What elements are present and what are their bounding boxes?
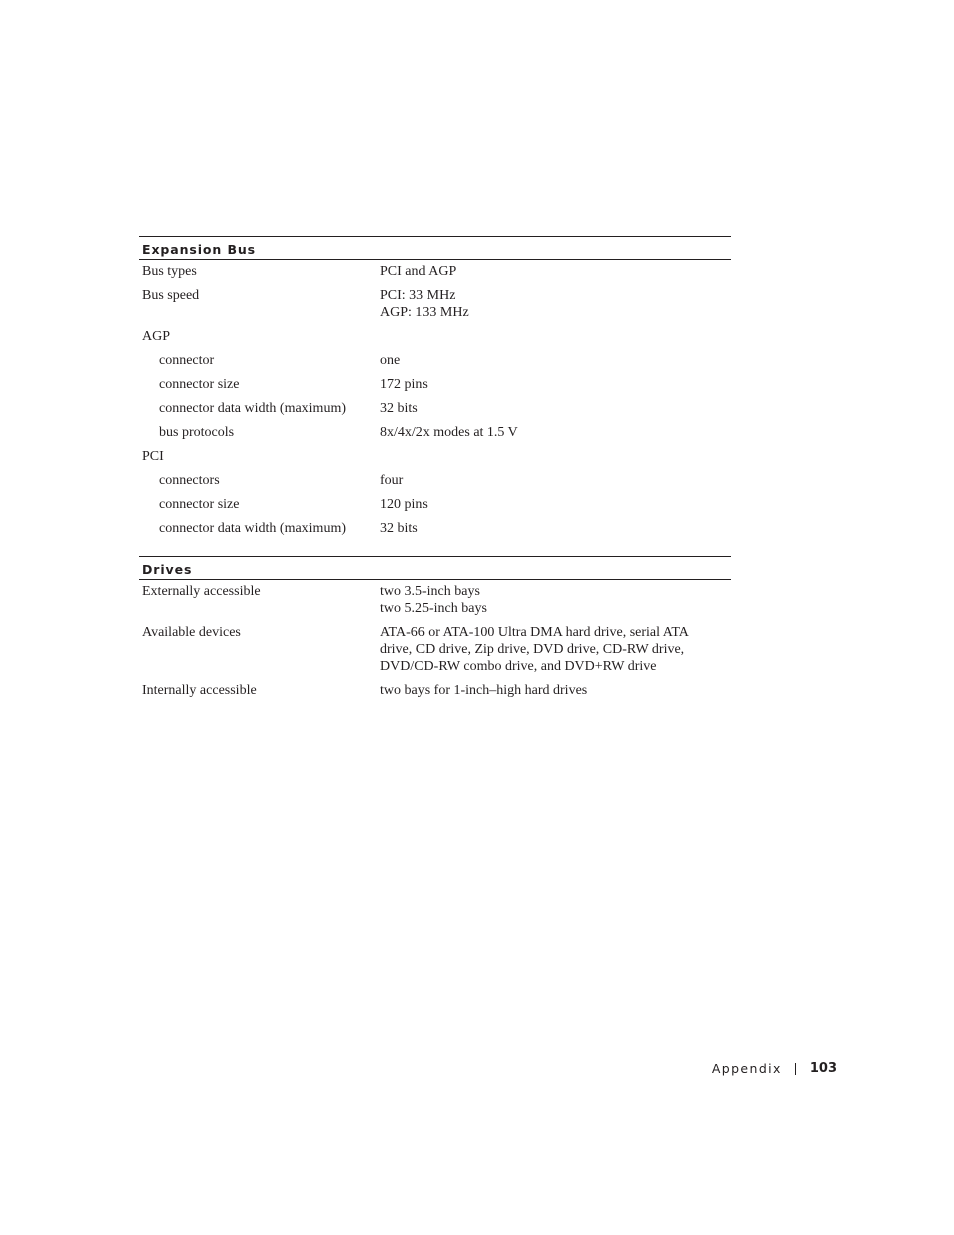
section-title: Drives bbox=[142, 562, 193, 577]
spec-rows bbox=[139, 580, 731, 699]
value-line: ATA-66 or ATA-100 Ultra DMA hard drive, serial ATA bbox=[380, 625, 689, 640]
spec-row bbox=[139, 352, 731, 369]
spec-row bbox=[139, 624, 731, 675]
spec-value bbox=[380, 328, 731, 345]
spec-row bbox=[139, 424, 731, 441]
spec-value bbox=[380, 583, 731, 617]
value-line: 8x/4x/2x modes at 1.5 V bbox=[380, 425, 518, 440]
spec-label: bus protocols bbox=[159, 425, 235, 440]
section-title: Expansion Bus bbox=[142, 242, 257, 257]
footer-section-name: Appendix bbox=[711, 1061, 782, 1076]
spec-value bbox=[380, 287, 731, 321]
value-line: two 5.25-inch bays bbox=[380, 601, 487, 616]
spec-row bbox=[139, 682, 731, 699]
spec-label: Externally accessible bbox=[142, 584, 261, 599]
value-line: four bbox=[380, 473, 404, 488]
spec-value bbox=[380, 520, 731, 537]
expansion-bus-section bbox=[139, 236, 731, 544]
value-line: drive, CD drive, Zip drive, DVD drive, CD-RW drive, bbox=[380, 642, 685, 657]
value-line: two 3.5-inch bays bbox=[380, 584, 480, 599]
page-footer bbox=[712, 1061, 837, 1076]
spec-label: connector size bbox=[159, 497, 240, 512]
spec-value bbox=[380, 682, 731, 699]
spec-value bbox=[380, 472, 731, 489]
spec-value bbox=[380, 624, 731, 675]
spec-rows bbox=[139, 260, 731, 537]
section-header bbox=[139, 556, 731, 580]
spec-group-label: AGP bbox=[142, 329, 171, 344]
spec-label: connector size bbox=[159, 377, 240, 392]
value-line: one bbox=[380, 353, 401, 368]
spec-label: Bus speed bbox=[142, 288, 200, 303]
spec-label: Available devices bbox=[142, 625, 241, 640]
value-line: 32 bits bbox=[380, 401, 418, 416]
spec-row bbox=[139, 287, 731, 321]
spec-value bbox=[380, 376, 731, 393]
section-header bbox=[139, 236, 731, 260]
spec-row bbox=[139, 520, 731, 537]
drives-section bbox=[139, 556, 731, 706]
spec-label: Bus types bbox=[142, 264, 197, 279]
value-line: AGP: 133 MHz bbox=[380, 305, 469, 320]
value-line: 172 pins bbox=[380, 377, 428, 392]
spec-row bbox=[139, 376, 731, 393]
value-line: 32 bits bbox=[380, 521, 418, 536]
spec-value bbox=[380, 424, 731, 441]
spec-row bbox=[139, 496, 731, 513]
spec-group-row bbox=[139, 328, 731, 345]
spec-row bbox=[139, 583, 731, 617]
spec-value bbox=[380, 352, 731, 369]
spec-value bbox=[380, 263, 731, 280]
spec-value bbox=[380, 400, 731, 417]
spec-label: Internally accessible bbox=[142, 683, 257, 698]
spec-label: connector data width (maximum) bbox=[159, 521, 346, 536]
spec-group-label: PCI bbox=[142, 449, 164, 464]
spec-value bbox=[380, 448, 731, 465]
footer-divider bbox=[795, 1063, 796, 1075]
spec-label: connectors bbox=[159, 473, 220, 488]
spec-row bbox=[139, 400, 731, 417]
value-line: PCI: 33 MHz bbox=[380, 288, 456, 303]
value-line: DVD/CD-RW combo drive, and DVD+RW drive bbox=[380, 659, 657, 674]
spec-value bbox=[380, 496, 731, 513]
spec-label: connector data width (maximum) bbox=[159, 401, 346, 416]
spec-label: connector bbox=[159, 353, 215, 368]
spec-row bbox=[139, 263, 731, 280]
value-line: two bays for 1-inch–high hard drives bbox=[380, 683, 588, 698]
value-line: 120 pins bbox=[380, 497, 428, 512]
spec-group-row bbox=[139, 448, 731, 465]
page-number: 103 bbox=[809, 1061, 837, 1076]
value-line: PCI and AGP bbox=[380, 264, 457, 279]
spec-row bbox=[139, 472, 731, 489]
